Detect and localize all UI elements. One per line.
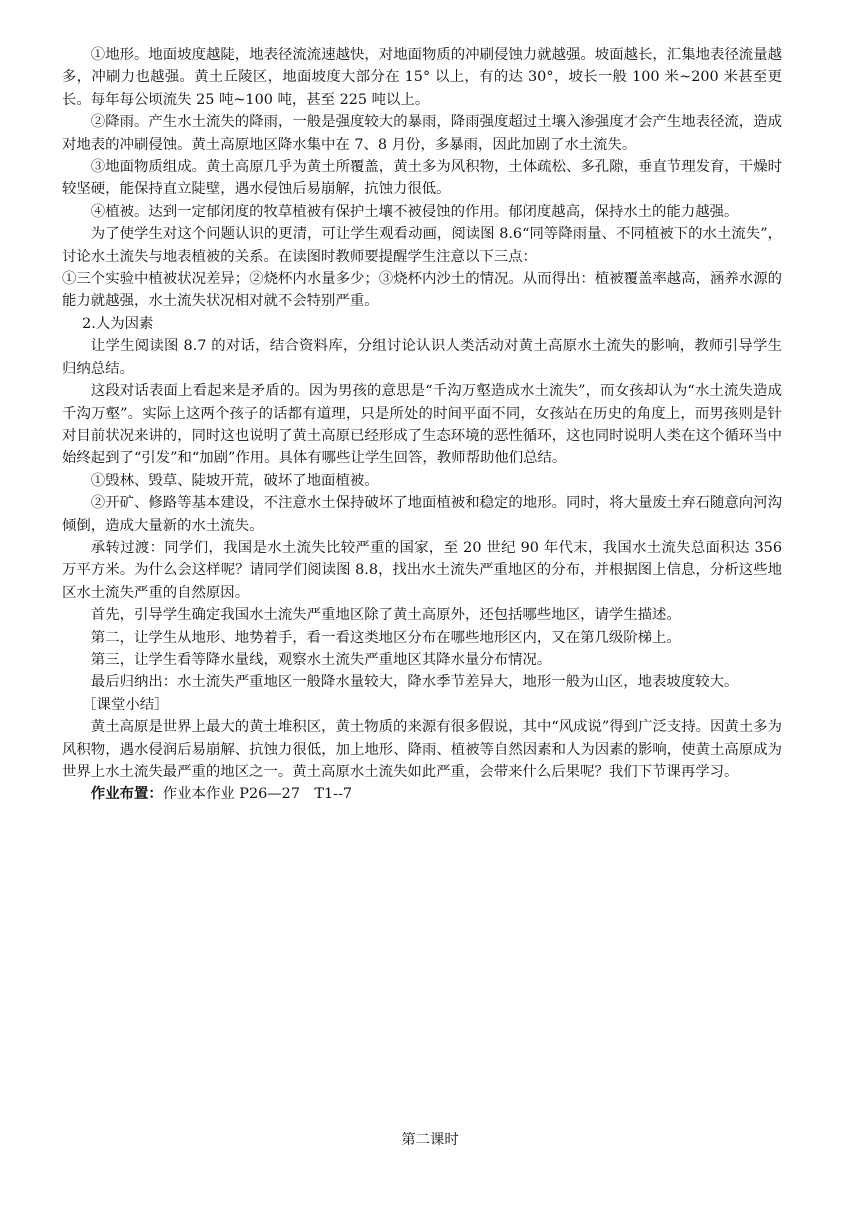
paragraph-rainfall: ②降雨。产生水土流失的降雨，一般是强度较大的暴雨，降雨强度超过土壤入渗强度才会产生地表径流，造成对地表的冲刷侵蚀。黄土高原地区降水集中在 7、8 月份，多暴雨，因此加剧了水土流失。 xyxy=(62,114,782,153)
paragraph-dialogue-analysis: 这段对话表面上看起来是矛盾的。因为男孩的意思是“千沟万壑造成水土流失”，而女孩却认为“水土流失造成千沟万壑”。实际上这两个孩子的话都有道理，只是所处的时间平面不同，女孩站在历史的角度上，而男孩则是针对目前状况来讲的，同时这也说明了黄土高原已经形成了生态环境的恶性循环，这也同时说明人类在这个循环当中始终起到了“引发”和“加剧”作用。具体有哪些让学生回答，教师帮助他们总结。 xyxy=(62,383,782,467)
paragraph-first-step: 首先，引导学生确定我国水土流失严重地区除了黄土高原外，还包括哪些地区，请学生描述。 xyxy=(90,607,681,624)
section-heading-summary: ［课堂小结］ xyxy=(82,696,169,713)
section-heading-human-factors: 2.人为因素 xyxy=(82,315,154,332)
homework-label: 作业布置： xyxy=(90,785,163,803)
paragraph-deforestation: ①毁林、毁草、陡坡开荒，破坏了地面植被。 xyxy=(90,472,379,489)
page-footer-lesson-label: 第二课时 xyxy=(401,1132,459,1148)
paragraph-dialogue-task: 让学生阅读图 8.7 的对话，结合资料库，分组讨论认识人类活动对黄土高原水土流失的影响，教师引导学生归纳总结。 xyxy=(62,338,782,377)
paragraph-second-step: 第二，让学生从地形、地势着手，看一看这类地区分布在哪些地形区内，又在第几级阶梯上。 xyxy=(90,629,681,646)
paragraph-soil-composition: ③地面物质组成。黄土高原几乎为黄土所覆盖，黄土多为风积物，土体疏松、多孔隙，垂直节理发育，干燥时较坚硬，能保持直立陡壁，遇水侵蚀后易崩解，抗蚀力很低。 xyxy=(62,159,782,198)
paragraph-animation-activity: 为了使学生对这个问题认识的更清，可让学生观看动画，阅读图 8.6“同等降雨量、不同植被下的水土流失”，讨论水土流失与地表植被的关系。在读图时教师要提醒学生注意以下三点： xyxy=(62,226,782,265)
homework-line xyxy=(62,783,782,805)
paragraph-conclusion: 最后归纳出：水土流失严重地区一般降水量较大，降水季节差异大，地形一般为山区，地表坡度较大。 xyxy=(90,674,739,691)
paragraph-summary: 黄土高原是世界上最大的黄土堆积区，黄土物质的来源有很多假说，其中“风成说”得到广泛支持。因黄土多为风积物，遇水侵润后易崩解、抗蚀力很低，加上地形、降雨、植被等自然因素和人为因素的影响，使黄土高原成为世界上水土流失最严重的地区之一。黄土高原水土流失如此严重，会带来什么后果呢？我们下节课再学习。 xyxy=(62,719,782,780)
paragraph-third-step: 第三，让学生看等降水量线，观察水土流失严重地区其降水量分布情况。 xyxy=(90,651,552,668)
paragraph-terrain: ①地形。地面坡度越陡，地表径流流速越快，对地面物质的冲刷侵蚀力就越强。坡面越长，汇集地表径流量越多，冲刷力也越强。黄土丘陵区，地面坡度大部分在 15° 以上，有的达 30°，坡长一般 100 米~200 米甚至更长。每年每公顷流失 25 吨~100 吨，甚至 225 吨以上。 xyxy=(62,47,782,108)
document-body xyxy=(62,44,782,806)
paragraph-transition: 承转过渡：同学们，我国是水土流失比较严重的国家，至 20 世纪 90 年代末，我国水土流失总面积达 356 万平方米。为什么会这样呢？请同学们阅读图 8.8，找出水土流失严重地区的分布，并根据图上信息，分析这些地区水土流失严重的自然原因。 xyxy=(62,539,782,601)
paragraph-construction: ②开矿、修路等基本建设，不注意水土保持破坏了地面植被和稳定的地形。同时，将大量废土弃石随意向河沟倾倒，造成大量新的水土流失。 xyxy=(62,495,782,534)
paragraph-three-points: ①三个实验中植被状况差异；②烧杯内水量多少；③烧杯内沙土的情况。从而得出：植被覆盖率越高，涵养水源的能力就越强，水土流失状况相对就不会特别严重。 xyxy=(62,271,782,310)
homework-text: 作业本作业 P26—27 T1--7 xyxy=(162,786,353,803)
paragraph-vegetation: ④植被。达到一定郁闭度的牧草植被有保护土壤不被侵蚀的作用。郁闭度越高，保持水土的能力越强。 xyxy=(90,203,739,220)
